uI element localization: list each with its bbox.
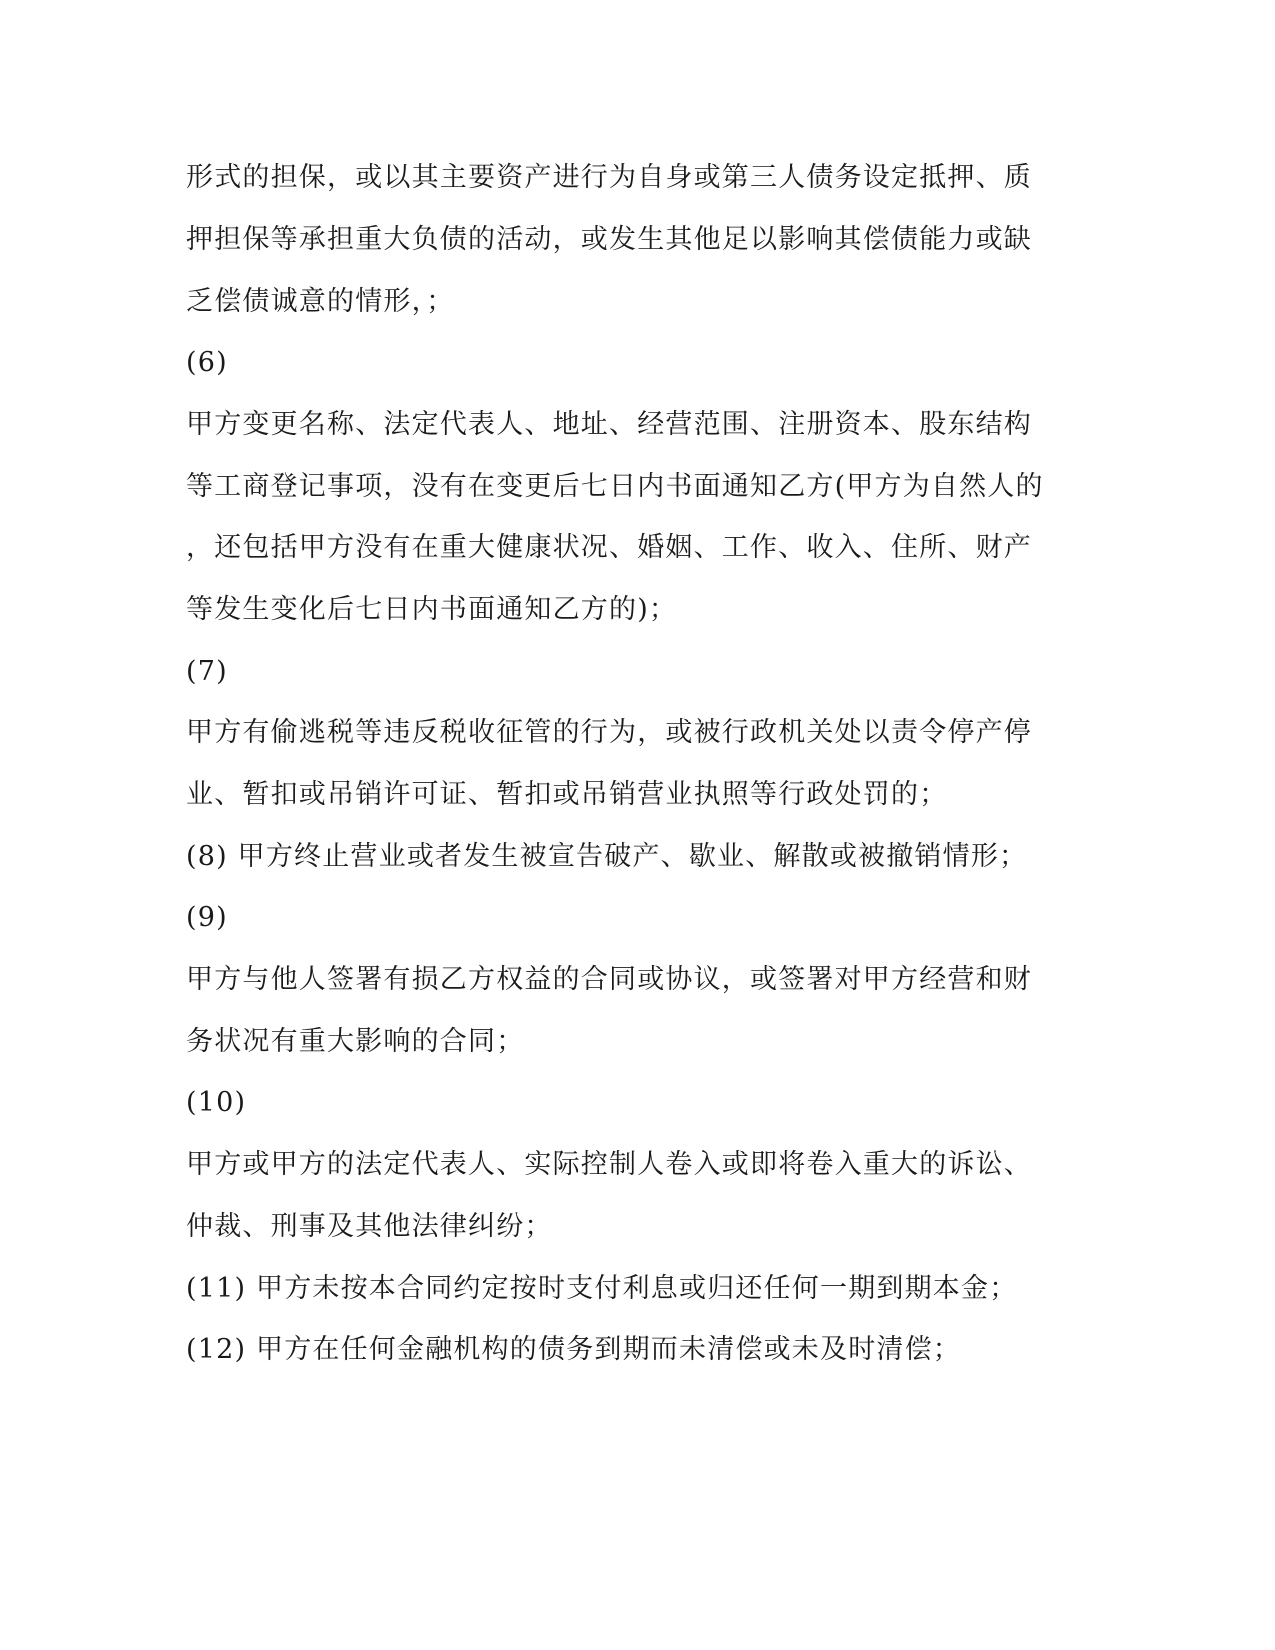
- text-line: 甲方变更名称、法定代表人、地址、经营范围、注册资本、股东结构: [186, 409, 1032, 440]
- text-line: 甲方与他人签署有损乙方权益的合同或协议，或签署对甲方经营和财: [186, 964, 1032, 995]
- text-line: (11) 甲方未按本合同约定按时支付利息或归还任何一期到期本金；: [186, 1273, 1018, 1304]
- text-line: 押担保等承担重大负债的活动，或发生其他足以影响其偿债能力或缺: [186, 224, 1032, 255]
- text-line: 等工商登记事项，没有在变更后七日内书面通知乙方(甲方为自然人的: [186, 471, 1044, 502]
- text-line: (12) 甲方在任何金融机构的债务到期而未清偿或未及时清偿；: [186, 1334, 962, 1365]
- item-number: (9): [186, 902, 228, 933]
- item-number: (6): [186, 347, 228, 378]
- text-line: (8) 甲方终止营业或者发生被宣告破产、歇业、解散或被撤销情形；: [186, 841, 1028, 872]
- text-line: 业、暂扣或吊销许可证、暂扣或吊销营业执照等行政处罚的；: [186, 779, 948, 810]
- text-line: 务状况有重大影响的合同；: [186, 1026, 525, 1057]
- item-number: (7): [186, 656, 228, 687]
- item-number: (10): [186, 1087, 247, 1118]
- text-line: ，还包括甲方没有在重大健康状况、婚姻、工作、收入、住所、财产: [186, 532, 1032, 563]
- text-line: 等发生变化后七日内书面通知乙方的)；: [186, 594, 678, 625]
- text-line: 仲裁、刑事及其他法律纠纷；: [186, 1211, 553, 1242]
- text-line: 形式的担保，或以其主要资产进行为自身或第三人债务设定抵押、质: [186, 162, 1032, 193]
- text-line: 乏偿债诚意的情形，；: [186, 286, 455, 317]
- text-line: 甲方有偷逃税等违反税收征管的行为，或被行政机关处以责令停产停: [186, 717, 1032, 748]
- text-line: 甲方或甲方的法定代表人、实际控制人卷入或即将卷入重大的诉讼、: [186, 1149, 1032, 1180]
